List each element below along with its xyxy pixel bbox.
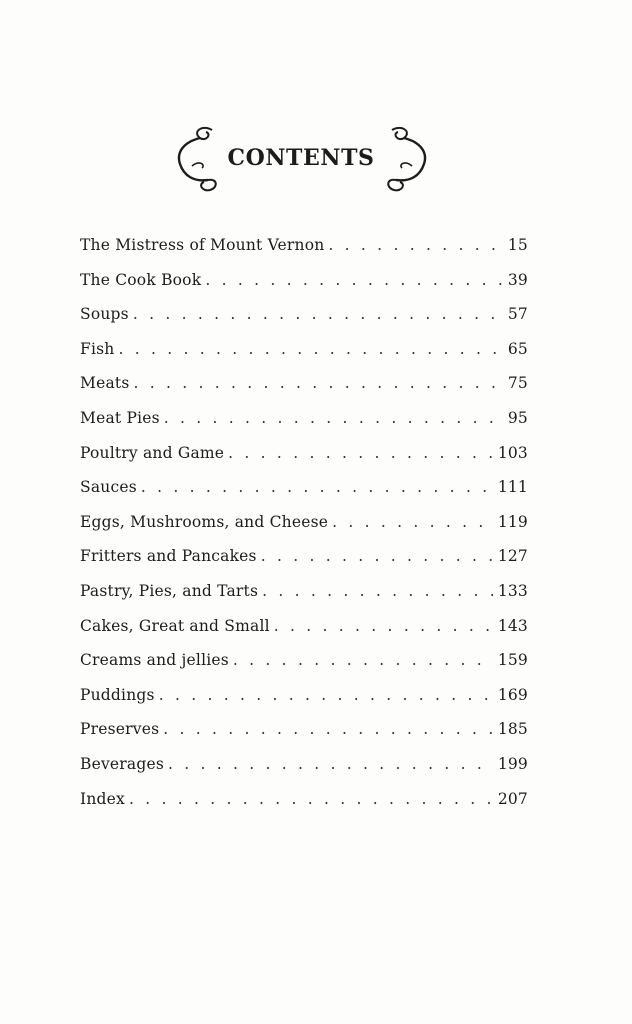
dot-leader	[129, 790, 494, 808]
toc-entry-title: Fish	[80, 339, 115, 358]
dot-leader	[228, 444, 494, 462]
dot-leader	[133, 305, 504, 323]
toc-entry[interactable]	[80, 444, 528, 479]
dot-leader	[328, 236, 503, 254]
dot-leader	[274, 617, 494, 635]
toc-entry-page: 57	[507, 305, 528, 324]
toc-entry[interactable]	[80, 755, 528, 790]
toc-entry-page: 65	[507, 339, 528, 358]
table-of-contents	[80, 236, 528, 824]
toc-entry[interactable]	[80, 236, 528, 271]
toc-entry-page: 185	[497, 720, 528, 739]
toc-entry-page: 95	[507, 408, 528, 427]
toc-entry-page: 199	[497, 754, 528, 773]
toc-entry-page: 103	[497, 443, 528, 462]
toc-entry-title: Poultry and Game	[80, 443, 225, 462]
toc-entry[interactable]	[80, 409, 528, 444]
toc-entry-title: Eggs, Mushrooms, and Cheese	[80, 512, 329, 531]
toc-entry-page: 207	[497, 789, 528, 808]
toc-entry-title: Beverages	[80, 754, 164, 773]
toc-entry-page: 15	[507, 236, 528, 254]
dot-leader	[141, 478, 494, 496]
toc-entry-page: 119	[497, 512, 528, 531]
toc-entry-title: Meats	[80, 374, 130, 393]
dot-leader	[261, 547, 494, 565]
toc-entry-page: 39	[507, 270, 528, 289]
toc-entry-title: Cakes, Great and Small	[80, 616, 270, 635]
toc-entry[interactable]	[80, 617, 528, 652]
toc-entry[interactable]	[80, 651, 528, 686]
toc-entry[interactable]	[80, 686, 528, 721]
dot-leader	[205, 271, 504, 289]
flourish-right-icon	[378, 122, 432, 196]
toc-entry-page: 133	[497, 581, 528, 600]
toc-entry-page: 169	[497, 685, 528, 704]
toc-entry-title: Meat Pies	[80, 408, 160, 427]
toc-entry[interactable]	[80, 790, 528, 825]
toc-entry-page: 127	[497, 547, 528, 566]
contents-title: CONTENTS	[227, 145, 375, 171]
toc-entry[interactable]	[80, 582, 528, 617]
toc-entry[interactable]	[80, 513, 528, 548]
toc-entry-title: Preserves	[80, 720, 160, 739]
toc-entry-title: Soups	[80, 305, 129, 324]
contents-heading	[170, 122, 432, 196]
dot-leader	[133, 374, 503, 392]
dot-leader	[118, 340, 503, 358]
toc-entry-title: The Cook Book	[80, 270, 202, 289]
dot-leader	[168, 755, 494, 773]
toc-entry-title: Fritters and Pancakes	[80, 547, 257, 566]
dot-leader	[262, 582, 494, 600]
dot-leader	[233, 651, 494, 669]
toc-entry-page: 159	[497, 651, 528, 670]
toc-entry[interactable]	[80, 478, 528, 513]
toc-entry-page: 111	[497, 478, 528, 497]
toc-entry[interactable]	[80, 305, 528, 340]
toc-entry-page: 143	[497, 616, 528, 635]
toc-entry[interactable]	[80, 374, 528, 409]
toc-entry-title: Index	[80, 789, 125, 808]
toc-entry-title: The Mistress of Mount Vernon	[80, 236, 325, 254]
dot-leader	[159, 686, 494, 704]
toc-entry[interactable]	[80, 720, 528, 755]
toc-entry-title: Sauces	[80, 478, 137, 497]
toc-entry-title: Pastry, Pies, and Tarts	[80, 581, 259, 600]
toc-entry-title: Puddings	[80, 685, 155, 704]
dot-leader	[332, 513, 494, 531]
toc-entry-page: 75	[507, 374, 528, 393]
toc-entry-title: Creams and jellies	[80, 651, 229, 670]
dot-leader	[164, 409, 504, 427]
toc-entry[interactable]	[80, 547, 528, 582]
toc-entry[interactable]	[80, 340, 528, 375]
dot-leader	[163, 720, 494, 738]
toc-entry[interactable]	[80, 271, 528, 306]
